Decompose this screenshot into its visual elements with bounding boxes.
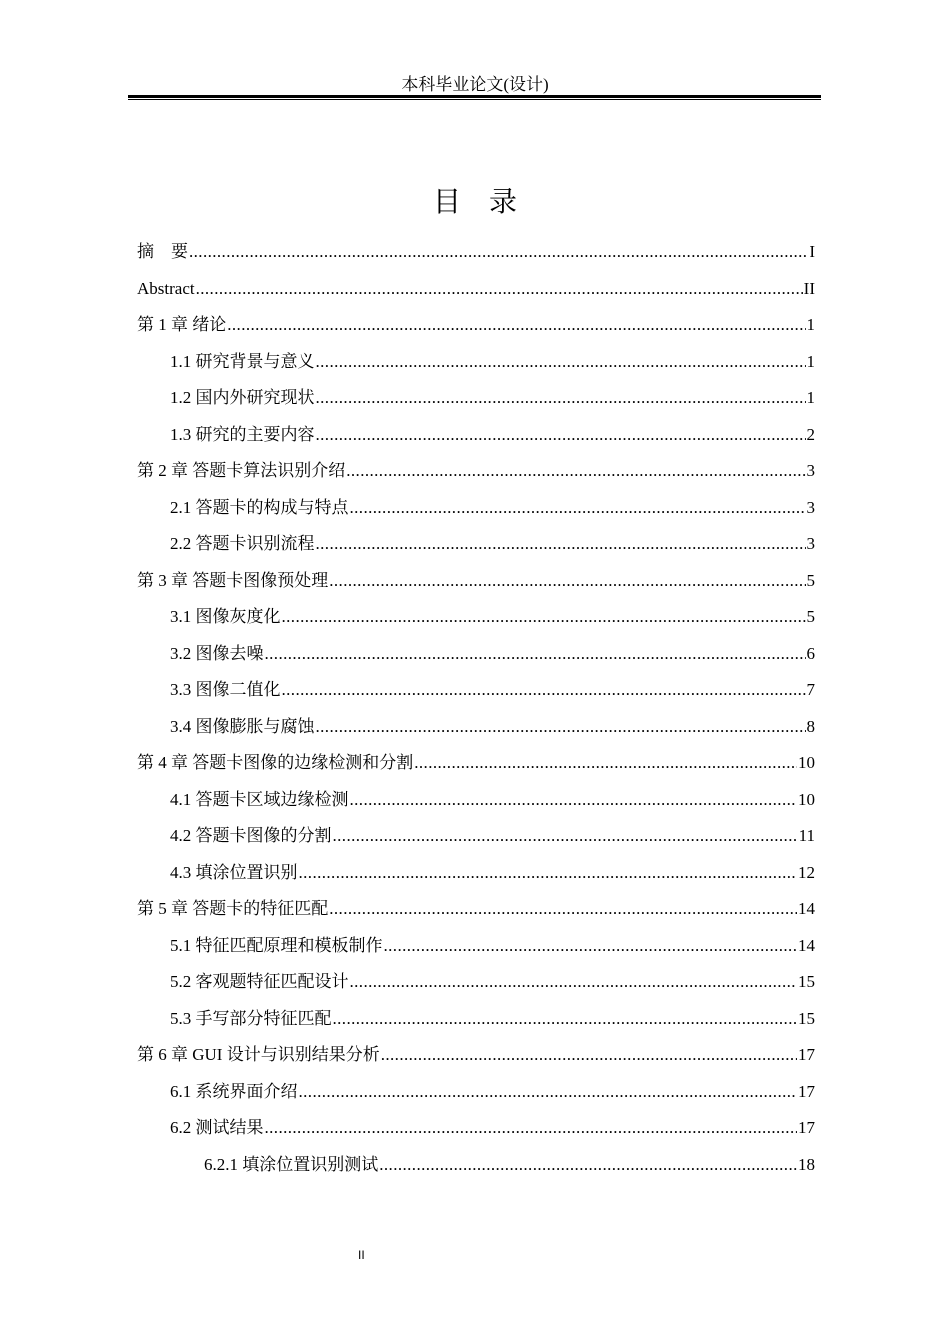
toc-entry-label: 5.3 手写部分特征匹配 <box>170 1008 332 1028</box>
toc-entry[interactable] <box>137 458 815 495</box>
toc-entry-label: 3.3 图像二值化 <box>170 680 281 699</box>
toc-entry[interactable] <box>137 239 815 276</box>
toc-entry-page: 3 <box>806 534 815 553</box>
dot-leader <box>381 1042 797 1068</box>
toc-entry[interactable] <box>137 823 815 860</box>
toc-entry[interactable] <box>137 1152 815 1189</box>
toc-title <box>0 180 950 220</box>
dot-leader <box>227 312 805 338</box>
toc-entry-page: 6 <box>806 643 815 663</box>
toc-entry[interactable] <box>137 714 815 751</box>
dot-leader <box>316 714 806 740</box>
toc-entry-label: 第 6 章 GUI 设计与识别结果分析 <box>137 1045 380 1064</box>
dot-leader <box>316 422 806 448</box>
dot-leader <box>350 969 798 995</box>
toc-entry-page: 17 <box>798 1118 815 1137</box>
toc-entry[interactable] <box>137 422 815 459</box>
toc-entry-page: 14 <box>798 899 815 918</box>
toc-entry-label: 5.2 客观题特征匹配设计 <box>170 972 349 991</box>
toc-entry-page: I <box>809 242 815 261</box>
toc-entry[interactable] <box>137 641 815 678</box>
toc-entry[interactable] <box>137 1042 815 1079</box>
toc-entry-label: 1.1 研究背景与意义 <box>170 351 315 371</box>
dot-leader <box>299 860 798 886</box>
toc-entry[interactable] <box>137 677 815 714</box>
toc-entry[interactable] <box>137 604 815 641</box>
dot-leader <box>414 750 797 776</box>
toc-entry-page: 1 <box>806 315 815 334</box>
toc-entry-label: 4.3 填涂位置识别 <box>170 862 298 882</box>
toc-entry-label: 6.2 测试结果 <box>170 1118 264 1137</box>
toc-entry-label: 6.2.1 填涂位置识别测试 <box>204 1154 379 1174</box>
dot-leader <box>384 933 798 959</box>
dot-leader <box>316 385 806 411</box>
toc-entry-page: 11 <box>798 826 815 845</box>
dot-leader <box>282 604 806 630</box>
toc-entry-page: 1 <box>806 351 815 371</box>
toc-title-char: 目 <box>432 187 461 218</box>
dot-leader <box>189 239 808 265</box>
dot-leader <box>346 458 805 484</box>
toc-entry[interactable] <box>137 1006 815 1043</box>
toc-entry[interactable] <box>137 933 815 970</box>
toc-entry-page: 5 <box>806 570 815 590</box>
dot-leader <box>299 1079 798 1105</box>
toc-entry-label: 4.1 答题卡区域边缘检测 <box>170 789 349 809</box>
table-of-contents <box>137 239 815 1188</box>
toc-entry[interactable] <box>137 385 815 422</box>
toc-entry-label: 1.3 研究的主要内容 <box>170 424 315 444</box>
toc-entry[interactable] <box>137 969 815 1006</box>
dot-leader <box>333 1006 798 1032</box>
toc-entry-page: 14 <box>798 935 815 955</box>
header-rule-thick <box>128 95 821 98</box>
toc-entry-label: 摘 要 <box>137 242 188 261</box>
dot-leader <box>329 568 805 594</box>
page-number: II <box>358 1248 365 1262</box>
toc-entry-label: 3.2 图像去噪 <box>170 643 264 663</box>
toc-entry-page: 10 <box>798 789 815 809</box>
toc-entry-label: 第 2 章 答题卡算法识别介绍 <box>137 461 346 480</box>
dot-leader <box>196 276 803 302</box>
toc-entry[interactable] <box>137 531 815 568</box>
toc-entry-page: 17 <box>798 1081 815 1101</box>
dot-leader <box>282 677 806 703</box>
toc-entry-label: 6.1 系统界面介绍 <box>170 1081 298 1101</box>
toc-entry[interactable] <box>137 495 815 532</box>
toc-entry[interactable] <box>137 787 815 824</box>
toc-entry-page: 8 <box>806 716 815 736</box>
toc-entry-label: 第 5 章 答题卡的特征匹配 <box>137 899 329 918</box>
toc-entry-page: 12 <box>798 862 815 882</box>
toc-entry-page: 2 <box>806 424 815 444</box>
toc-entry[interactable] <box>137 1115 815 1152</box>
dot-leader <box>379 1152 797 1178</box>
toc-entry-label: 第 1 章 绪论 <box>137 315 227 334</box>
toc-entry-label: Abstract <box>137 278 195 298</box>
toc-entry-page: 15 <box>798 1008 815 1028</box>
toc-entry-page: 18 <box>798 1154 815 1174</box>
toc-entry-label: 3.1 图像灰度化 <box>170 607 281 626</box>
toc-entry-label: 3.4 图像膨胀与腐蚀 <box>170 716 315 736</box>
toc-entry-label: 2.1 答题卡的构成与特点 <box>170 497 349 517</box>
toc-entry-page: 15 <box>798 972 815 991</box>
toc-entry-label: 1.2 国内外研究现状 <box>170 388 315 407</box>
toc-entry-label: 第 4 章 答题卡图像的边缘检测和分割 <box>137 753 414 772</box>
toc-title-char: 录 <box>489 187 518 218</box>
toc-entry[interactable] <box>137 896 815 933</box>
running-header: 本科毕业论文(设计) <box>401 75 549 94</box>
dot-leader <box>316 531 806 557</box>
dot-leader <box>329 896 797 922</box>
toc-entry-page: 10 <box>798 753 815 772</box>
toc-entry-label: 第 3 章 答题卡图像预处理 <box>137 570 329 590</box>
toc-entry[interactable] <box>137 568 815 605</box>
toc-entry-page: 1 <box>806 388 815 407</box>
header-rule-thin <box>128 99 821 100</box>
toc-entry-page: 3 <box>806 497 815 517</box>
toc-entry[interactable] <box>137 750 815 787</box>
dot-leader <box>316 349 806 375</box>
toc-entry-label: 4.2 答题卡图像的分割 <box>170 826 332 845</box>
dot-leader <box>350 495 806 521</box>
toc-entry-page: 3 <box>806 461 815 480</box>
toc-entry[interactable] <box>137 1079 815 1116</box>
dot-leader <box>265 641 806 667</box>
toc-entry[interactable] <box>137 276 815 313</box>
toc-entry[interactable] <box>137 349 815 386</box>
dot-leader <box>350 787 798 813</box>
toc-entry-label: 2.2 答题卡识别流程 <box>170 534 315 553</box>
toc-entry-page: 17 <box>798 1045 815 1064</box>
toc-entry[interactable] <box>137 312 815 349</box>
toc-entry-page: 5 <box>806 607 815 626</box>
toc-entry-page: 7 <box>806 680 815 699</box>
dot-leader <box>333 823 798 849</box>
toc-entry[interactable] <box>137 860 815 897</box>
dot-leader <box>265 1115 798 1141</box>
toc-entry-page: II <box>803 278 815 298</box>
toc-entry-label: 5.1 特征匹配原理和模板制作 <box>170 935 383 955</box>
